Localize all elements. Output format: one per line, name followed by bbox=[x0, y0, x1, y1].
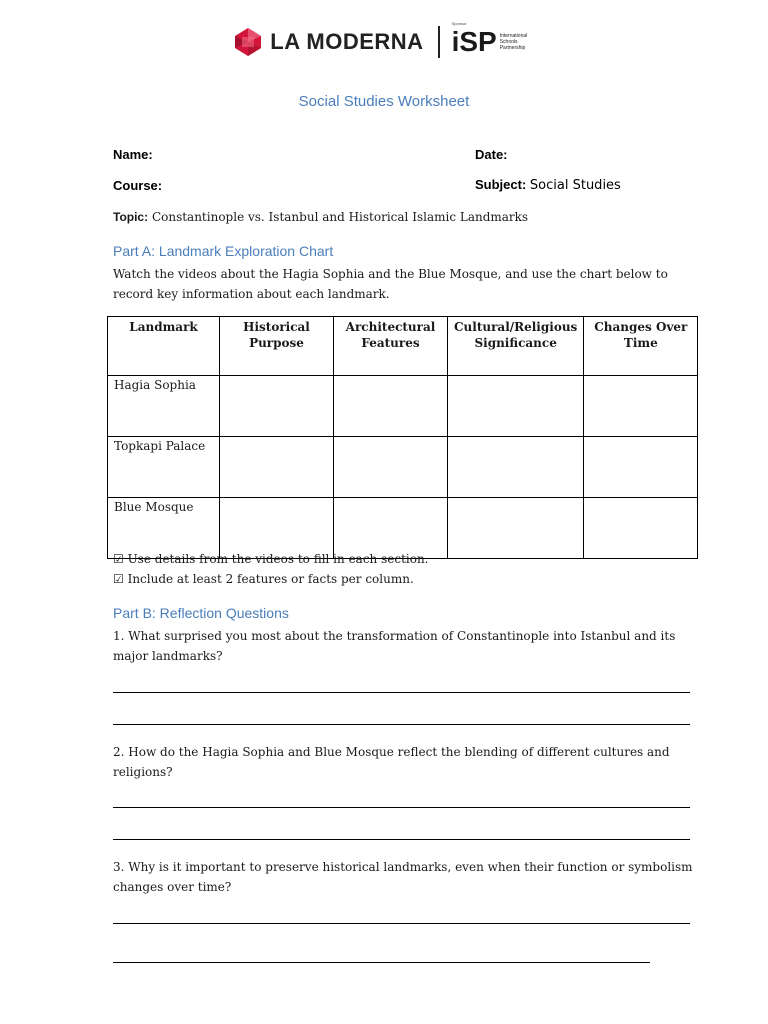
isp-small-text bbox=[500, 33, 536, 51]
answer-line[interactable] bbox=[113, 807, 690, 808]
date-label: Date: bbox=[475, 147, 508, 162]
answer-line[interactable] bbox=[113, 692, 690, 693]
question-1: 1. What surprised you most about the transformation of Constantinople into Istanbul and its major landmarks? bbox=[113, 629, 676, 663]
blank-cell[interactable] bbox=[584, 376, 698, 437]
blank-cell[interactable] bbox=[448, 498, 584, 559]
table-row bbox=[108, 498, 698, 559]
landmark-cell: Hagia Sophia bbox=[108, 376, 220, 437]
blank-cell[interactable] bbox=[584, 498, 698, 559]
part-b-heading: Part B: Reflection Questions bbox=[113, 605, 289, 621]
topic-line bbox=[113, 210, 528, 224]
blank-cell[interactable] bbox=[584, 437, 698, 498]
subject-field bbox=[475, 177, 621, 193]
question-2: 2. How do the Hagia Sophia and Blue Mosque reflect the blending of different cultures and religions? bbox=[113, 745, 670, 779]
landmark-cell: Topkapi Palace bbox=[108, 437, 220, 498]
subject-label: Subject: bbox=[475, 177, 527, 192]
page-title: Social Studies Worksheet bbox=[298, 93, 470, 110]
blank-cell[interactable] bbox=[448, 376, 584, 437]
isp-logo bbox=[451, 21, 536, 57]
landmark-chart bbox=[107, 316, 698, 559]
course-field bbox=[113, 178, 162, 193]
table-row bbox=[108, 376, 698, 437]
blank-cell[interactable] bbox=[334, 437, 448, 498]
isp-mark-text: iSP bbox=[451, 26, 497, 57]
chart-header: Changes Over Time bbox=[584, 317, 698, 376]
answer-line[interactable] bbox=[113, 962, 650, 963]
chart-header: Architectural Features bbox=[334, 317, 448, 376]
landmark-cell: Blue Mosque bbox=[108, 498, 220, 559]
logo-divider bbox=[438, 26, 440, 58]
topic-label: Topic: bbox=[113, 210, 149, 224]
blank-cell[interactable] bbox=[448, 437, 584, 498]
blank-cell[interactable] bbox=[220, 376, 334, 437]
table-row bbox=[108, 437, 698, 498]
part-a-instructions: Watch the videos about the Hagia Sophia and the Blue Mosque, and use the chart below to record key information about each landmark. bbox=[113, 267, 668, 301]
isp-mark bbox=[451, 21, 497, 57]
part-a-heading: Part A: Landmark Exploration Chart bbox=[113, 243, 334, 259]
chart-header-row bbox=[108, 317, 698, 376]
isp-small-line: Partnership bbox=[499, 45, 526, 51]
chart-header: Cultural/Religious Significance bbox=[448, 317, 584, 376]
isp-small-line: Schools bbox=[499, 39, 518, 45]
brand-name: LA MODERNA bbox=[270, 29, 424, 54]
answer-line[interactable] bbox=[113, 923, 690, 924]
chart-header: Historical Purpose bbox=[220, 317, 334, 376]
blank-cell[interactable] bbox=[334, 376, 448, 437]
isp-super-label: Sponsor bbox=[451, 21, 467, 26]
date-field bbox=[475, 147, 508, 162]
name-label: Name: bbox=[113, 147, 153, 162]
la-moderna-logo bbox=[232, 26, 423, 58]
course-label: Course: bbox=[113, 178, 163, 193]
name-field bbox=[113, 147, 153, 162]
blank-cell[interactable] bbox=[220, 437, 334, 498]
answer-line[interactable] bbox=[113, 724, 690, 725]
checklist-item: ☑ Use details from the videos to fill in each section. bbox=[113, 552, 429, 566]
subject-value: Social Studies bbox=[529, 178, 621, 193]
question-3: 3. Why is it important to preserve historical landmarks, even when their function or symbolism changes over time? bbox=[113, 860, 693, 894]
checklist-item: ☑ Include at least 2 features or facts per column. bbox=[113, 572, 414, 586]
isp-small-line: International bbox=[499, 33, 528, 39]
chart-header: Landmark bbox=[108, 317, 220, 376]
la-moderna-mark-icon bbox=[232, 26, 264, 58]
blank-cell[interactable] bbox=[334, 498, 448, 559]
answer-line[interactable] bbox=[113, 839, 690, 840]
topic-value: Constantinople vs. Istanbul and Historical Islamic Landmarks bbox=[151, 210, 529, 224]
blank-cell[interactable] bbox=[220, 498, 334, 559]
header-logos bbox=[0, 22, 768, 62]
